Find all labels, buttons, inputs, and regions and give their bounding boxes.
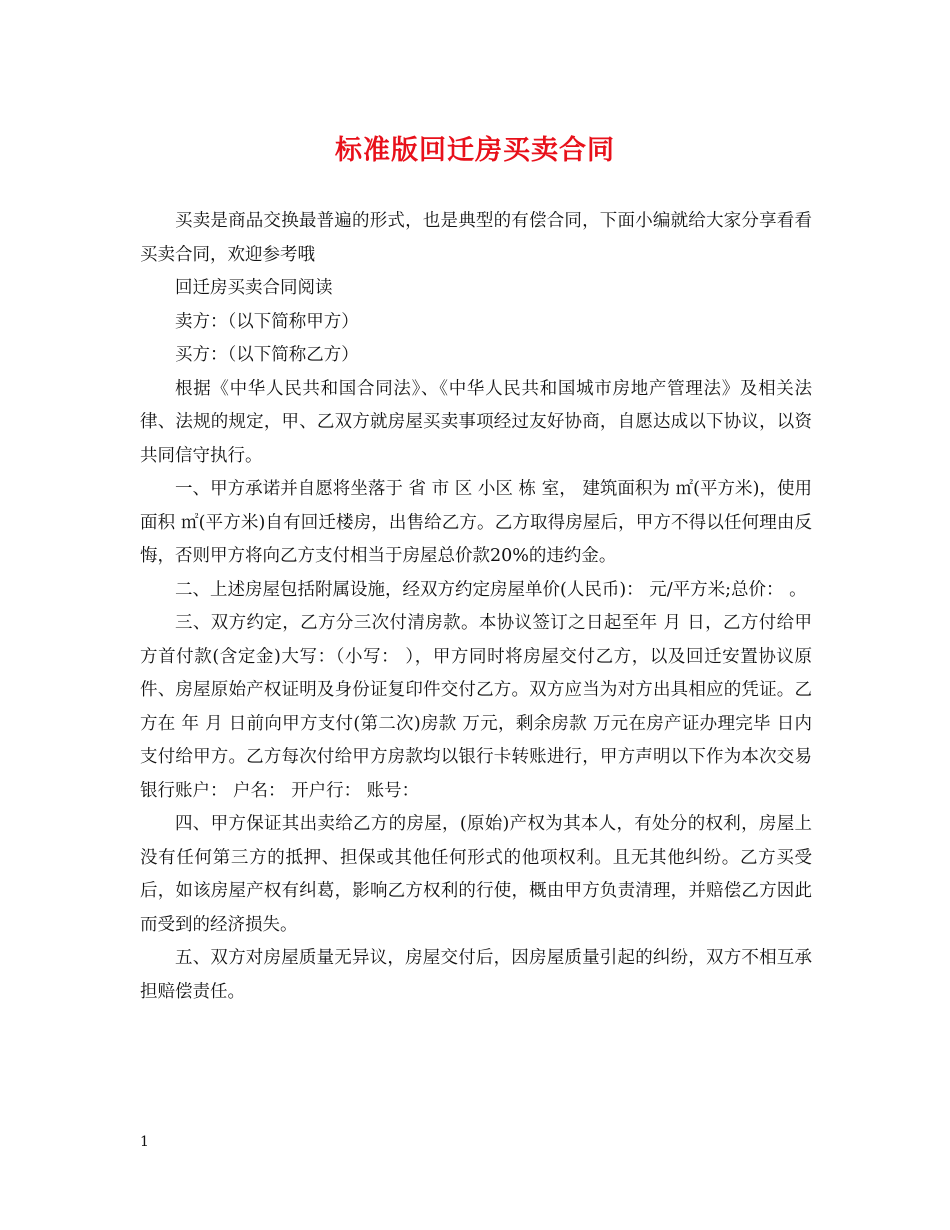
buyer-line: 买方：（以下简称乙方）: [175, 345, 359, 365]
page-number: 1: [140, 1134, 149, 1150]
legal-basis-paragraph: 根据《中华人民共和国合同法》、《中华人民共和国城市房地产管理法》及相关法律、法规的规定，甲、乙双方就房屋买卖事项经过友好协商，自愿达成以下协议，以资共同信守执行。: [140, 378, 812, 466]
clause-5: 五、双方对房屋质量无异议，房屋交付后，因房屋质量引起的纠纷，双方不相互承担赔偿责任。: [140, 948, 812, 1002]
clause-3: 三、双方约定，乙方分三次付清房款。本协议签订之日起至年 月 日，乙方付给甲方首付款(含定金)大写：（小写： ），甲方同时将房屋交付乙方，以及回迁安置协议原件、房屋原始产权证明及身份证复印件交付乙方。双方应当为对方出具相应的凭证。乙方在 年 月 日前向甲方支付(第二次)房款 万元，剩余房款 万元在房产证办理完毕 日内支付给甲方。乙方每次付给甲方房款均以银行卡转账进行，甲方声明以下作为本次交易银行账户： 户名： 开户行： 账号：: [140, 613, 812, 801]
seller-line: 卖方：（以下简称甲方）: [175, 311, 359, 332]
document-body: [140, 205, 812, 1009]
document-title: 标准版回迁房买卖合同: [335, 135, 615, 166]
clause-2: 二、上述房屋包括附属设施，经双方约定房屋单价(人民币)： 元/平方米;总价： 。: [175, 579, 807, 600]
clause-1: 一、甲方承诺并自愿将坐落于 省 市 区 小区 栋 室， 建筑面积为 ㎡(平方米)，使用面积 ㎡(平方米)自有回迁楼房，出售给乙方。乙方取得房屋后，甲方不得以任何理由反悔，否则甲方将向乙方支付相当于房屋总价款20%的违约金。: [140, 479, 812, 566]
contract-heading: 回迁房买卖合同阅读: [175, 278, 333, 298]
intro-paragraph: 买卖是商品交换最普遍的形式，也是典型的有偿合同，下面小编就给大家分享看看买卖合同，欢迎参考哦: [140, 211, 812, 265]
clause-4: 四、甲方保证其出卖给乙方的房屋，(原始)产权为其本人，有处分的权利，房屋上没有任何第三方的抵押、担保或其他任何形式的他项权利。且无其他纠纷。乙方买受后，如该房屋产权有纠葛，影响乙方权利的行使，概由甲方负责清理，并赔偿乙方因此而受到的经济损失。: [140, 814, 812, 935]
